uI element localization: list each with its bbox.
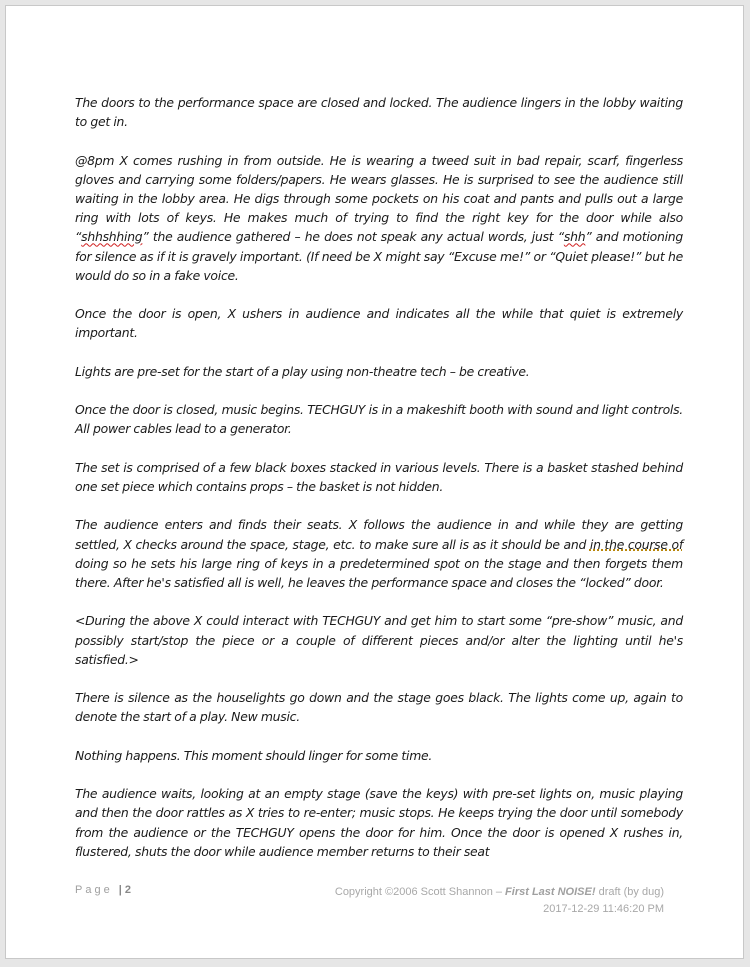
paragraph-text: <During the above X could interact with TECHGUY and get him to start some “pre-show” music, and possibly start/stop the piece or a couple of different pieces and/or alter the lighting until he's satisfied.>: [75, 613, 683, 667]
page-label: Page: [75, 884, 113, 896]
grammar-suggestion-text[interactable]: in the course of: [589, 536, 683, 552]
paragraph-text: The set is comprised of a few black boxes stacked in various levels. There is a basket stashed behind one set piece which contains props – the basket is not hidden.: [75, 459, 683, 494]
document-body[interactable]: [75, 93, 683, 880]
timestamp: 2017-12-29 11:46:20 PM: [543, 903, 664, 915]
paragraph: [75, 688, 683, 726]
paragraph: [75, 362, 683, 381]
copyright-footer: [335, 884, 664, 918]
paragraph-text: Once the door is closed, music begins. TECHGUY is in a makeshift booth with sound and light controls. All power cables lead to a generator.: [75, 402, 683, 437]
paragraph-text: doing so he sets his large ring of keys in a predetermined spot on the stage and then forgets them there. After he's satisfied all is well, he leaves the performance space and closes the “locked” door.: [75, 555, 683, 590]
copyright-line: Copyright ©2006 Scott Shannon – First Last NOISE! draft (by dug): [334, 886, 664, 898]
paragraph: [75, 93, 683, 131]
paragraph-text: There is silence as the houselights go down and the stage goes black. The lights come up, again to denote the start of a play. New music.: [75, 690, 683, 725]
page-number-footer: [75, 884, 131, 896]
paragraph-text: The audience enters and finds their seats. X follows the audience in and while they are getting settled, X checks around the space, stage, etc. to make sure all is as it should be and: [75, 517, 683, 552]
paragraph: [75, 400, 683, 438]
paragraph-text: Once the door is open, X ushers in audience and indicates all the while that quiet is extremely important.: [75, 306, 683, 341]
spelling-error-text[interactable]: shh: [563, 229, 586, 245]
paragraph-text: Lights are pre-set for the start of a play using non-theatre tech – be creative.: [75, 363, 530, 379]
paragraph: [75, 746, 683, 765]
paragraph: [75, 458, 683, 496]
paragraph-text: ” and motioning for silence as if it is gravely important. (If need be X might say “Excuse me!” or “Quiet please!” but he would do so in a fake voice.: [75, 229, 683, 283]
paragraph-text: @8pm X comes rushing in from outside. He is wearing a tweed suit in bad repair, scarf, fingerless gloves and carrying some folders/papers. He wears glasses. He is surprised to see the audience still waiting in the lobby area. He digs through some pockets on his coat and pants and pulls out a large ring with lots of keys. He makes much of trying to find the right key for the door while also “: [75, 152, 683, 245]
paragraph: [75, 515, 683, 592]
paragraph: [75, 784, 683, 861]
spelling-error-text[interactable]: shhshhing: [81, 229, 143, 245]
page-number: | 2: [118, 884, 132, 896]
paragraph: [75, 151, 683, 285]
paragraph: [75, 611, 683, 669]
document-title: First Last NOISE!: [505, 886, 596, 898]
paragraph-text: The doors to the performance space are closed and locked. The audience lingers in the lobby waiting to get in.: [75, 95, 683, 130]
paragraph: [75, 304, 683, 342]
paragraph-text: The audience waits, looking at an empty stage (save the keys) with pre-set lights on, music playing and then the door rattles as X tries to re-enter; music stops. He keeps trying the door until somebody from the audience or the TECHGUY opens the door for him. Once the door is opened X rushes in, flustered, shuts the door while audience member returns to their seat: [75, 786, 683, 859]
document-page: [5, 5, 744, 959]
paragraph-text: Nothing happens. This moment should linger for some time.: [75, 747, 433, 763]
paragraph-text: ” the audience gathered – he does not speak any actual words, just “: [142, 229, 564, 245]
